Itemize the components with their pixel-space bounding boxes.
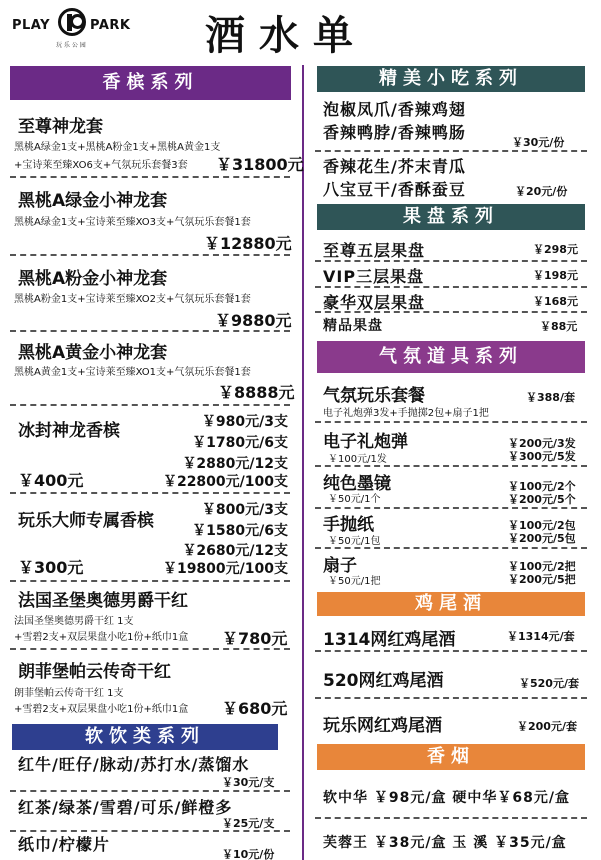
item-price: ￥100元/2包 <box>508 519 576 532</box>
snacks-header: 精美小吃系列 <box>317 66 585 92</box>
item-price: ￥1314元/套 <box>507 630 575 643</box>
divider <box>315 650 587 652</box>
divider <box>10 176 290 178</box>
page-title: 酒水单 <box>205 12 367 59</box>
brand-right: PARK <box>90 18 131 33</box>
item-name: 手抛纸 <box>323 515 374 535</box>
cigarette-header: 香烟 <box>317 744 585 770</box>
item-name: 玩乐大师专属香槟 <box>18 511 154 531</box>
item-name: 豪华双层果盘 <box>323 293 426 312</box>
item-name: 泡椒凤爪/香辣鸡翅 <box>323 100 466 119</box>
item-desc: 黑桃A粉金1支+宝诗莱至臻XO2支+气氛玩乐套餐1套 <box>14 294 251 305</box>
item-name: 纯色墨镜 <box>323 474 391 494</box>
item-unit: ￥50元/1个 <box>328 494 381 505</box>
item-price: ￥2680元/12支 <box>182 543 288 559</box>
item-name: 八宝豆干/香酥蚕豆 <box>323 180 466 199</box>
divider <box>10 790 290 792</box>
divider <box>10 404 290 406</box>
item-name: 红茶/绿茶/雪碧/可乐/鲜橙多 <box>18 798 233 817</box>
item-price: ￥800元/3支 <box>201 502 288 518</box>
item-desc: +雪碧2支+双层果盘小吃1份+纸巾1盒 <box>14 704 189 715</box>
item-name: 至尊五层果盘 <box>323 241 426 260</box>
brand-left: PLAY <box>12 18 51 33</box>
item-price: ￥198元 <box>533 269 578 282</box>
item-desc: 黑桃A绿金1支+宝诗莱至臻XO3支+气氛玩乐套餐1套 <box>14 217 251 228</box>
item-name: 扇子 <box>323 556 357 576</box>
item-price: ￥10元/份 <box>222 848 275 860</box>
divider <box>315 507 587 509</box>
item-name: 红牛/旺仔/脉动/苏打水/蒸馏水 <box>18 755 250 774</box>
item-name: 精品果盘 <box>323 318 383 334</box>
brand-subtitle: 玩 乐 公 园 <box>56 42 86 49</box>
item-price: ￥31800元 <box>216 155 304 174</box>
item-price: ￥30元/份 <box>512 136 565 149</box>
item-price: ￥388/套 <box>526 391 575 404</box>
item-name: 气氛玩乐套餐 <box>323 386 425 406</box>
item-price: ￥298元 <box>533 243 578 256</box>
item-name: 朗菲堡帕云传奇干红 <box>18 662 171 682</box>
item-price: ￥19800元/100支 <box>162 561 288 577</box>
divider <box>315 421 587 423</box>
item-name: 法国圣堡奥德男爵干红 <box>18 591 188 611</box>
item-price: ￥9880元 <box>215 311 292 330</box>
item-name: 纸巾/柠檬片 <box>18 835 110 854</box>
item-price: ￥520元/套 <box>519 677 579 690</box>
item-price: ￥20元/份 <box>515 185 568 198</box>
item-price: ￥780元 <box>222 629 288 648</box>
item-price: ￥680元 <box>222 699 288 718</box>
logo <box>12 8 132 52</box>
cigarette-row: 芙蓉王 ￥38元/盒 玉 溪 ￥35元/盒 <box>323 835 567 851</box>
item-name: VIP三层果盘 <box>323 267 425 286</box>
props-header: 气氛道具系列 <box>317 341 585 373</box>
cigarette-row: 软中华 ￥98元/盒 硬中华￥68元/盒 <box>323 790 570 806</box>
divider <box>315 260 587 262</box>
item-price: ￥8888元 <box>218 383 295 402</box>
divider <box>315 817 587 819</box>
cocktail-header: 鸡尾酒 <box>317 592 585 616</box>
item-desc: 黑桃A黄金1支+宝诗莱至臻XO1支+气氛玩乐套餐1套 <box>14 367 251 378</box>
divider <box>315 150 587 152</box>
item-unit: ￥50元/1包 <box>328 536 381 547</box>
item-name: 黑桃A粉金小神龙套 <box>18 269 168 289</box>
item-price: ￥168元 <box>533 295 578 308</box>
item-price: ￥400元 <box>18 471 84 490</box>
item-desc: 法国圣堡奥德男爵干红 1支 <box>14 616 134 627</box>
item-name: 玩乐网红鸡尾酒 <box>323 716 442 736</box>
item-price: ￥300元 <box>18 558 84 577</box>
divider <box>315 286 587 288</box>
column-divider <box>302 65 304 860</box>
item-unit: ￥50元/1把 <box>328 576 381 587</box>
item-price: ￥980元/3支 <box>201 414 288 430</box>
item-desc: +雪碧2支+双层果盘小吃1份+纸巾1盒 <box>14 632 189 643</box>
item-price: ￥200元/套 <box>517 720 577 733</box>
item-name: 黑桃A绿金小神龙套 <box>18 191 168 211</box>
item-price: ￥200元/5把 <box>508 573 576 586</box>
champagne-header: 香槟系列 <box>10 66 291 100</box>
item-name: 至尊神龙套 <box>18 117 103 137</box>
divider <box>10 492 290 494</box>
divider <box>10 330 290 332</box>
item-desc: +宝诗莱至臻XO6支+气氛玩乐套餐3套 <box>14 160 188 171</box>
item-price: ￥12880元 <box>204 234 292 253</box>
item-name: 520网红鸡尾酒 <box>323 671 444 691</box>
logo-p-icon <box>58 8 86 36</box>
divider <box>315 547 587 549</box>
item-price: ￥25元/支 <box>222 817 275 830</box>
item-name: 香辣鸭脖/香辣鸭肠 <box>323 123 466 142</box>
fruit-header: 果盘系列 <box>317 204 585 230</box>
item-price: ￥200元/5包 <box>508 532 576 545</box>
item-price: ￥1780元/6支 <box>192 435 288 451</box>
divider <box>10 254 290 256</box>
item-price: ￥100元/2个 <box>508 480 576 493</box>
item-price: ￥30元/支 <box>222 776 275 789</box>
item-desc: 黑桃A绿金1支+黑桃A粉金1支+黑桃A黄金1支 <box>14 142 221 153</box>
divider <box>315 311 587 313</box>
item-desc: 朗菲堡帕云传奇干红 1支 <box>14 688 124 699</box>
item-name: 电子礼炮弹 <box>323 432 408 452</box>
item-name: 香辣花生/芥末青瓜 <box>323 157 466 176</box>
item-price: ￥88元 <box>540 320 578 333</box>
item-price: ￥2880元/12支 <box>182 456 288 472</box>
item-price: ￥200元/5个 <box>508 493 576 506</box>
item-unit: ￥100元/1发 <box>328 454 387 465</box>
item-name: 黑桃A黄金小神龙套 <box>18 343 168 363</box>
item-name: 冰封神龙香槟 <box>18 421 120 441</box>
divider <box>315 465 587 467</box>
divider <box>10 648 290 650</box>
item-desc: 电子礼炮弹3发+手抛掷2包+扇子1把 <box>323 408 489 419</box>
item-price: ￥1580元/6支 <box>192 523 288 539</box>
soft-drinks-header: 软饮类系列 <box>12 724 278 750</box>
item-name: 1314网红鸡尾酒 <box>323 630 456 650</box>
item-price: ￥22800元/100支 <box>162 474 288 490</box>
item-price: ￥200元/3发 <box>508 437 576 450</box>
item-price: ￥100元/2把 <box>508 560 576 573</box>
item-price: ￥300元/5发 <box>508 450 576 463</box>
divider <box>315 697 587 699</box>
divider <box>10 580 290 582</box>
